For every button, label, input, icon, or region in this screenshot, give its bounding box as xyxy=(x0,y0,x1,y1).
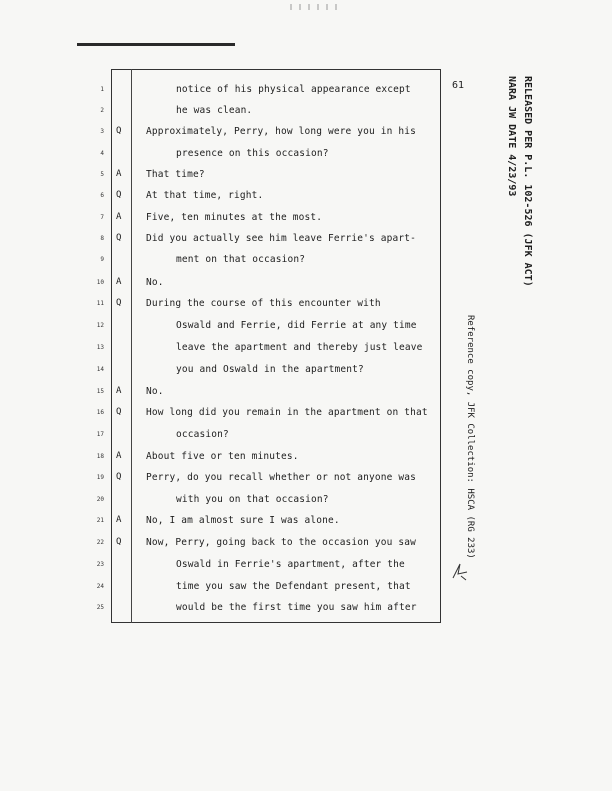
line-number: 23 xyxy=(96,561,104,568)
transcript-line xyxy=(0,298,612,312)
stamp-line-1: RELEASED PER P.L. 102-526 (JFK ACT) xyxy=(522,76,533,287)
line-text: During the course of this encounter with xyxy=(146,298,381,309)
line-number: 12 xyxy=(96,322,104,329)
line-text: you and Oswald in the apartment? xyxy=(176,364,364,375)
line-number: 9 xyxy=(100,256,104,263)
transcript-line xyxy=(0,126,612,140)
stamp-line-2: NARA JW DATE 4/23/93 xyxy=(506,76,517,197)
transcript-line xyxy=(0,602,612,616)
speaker-label: A xyxy=(116,451,122,461)
line-text: At that time, right. xyxy=(146,190,264,201)
line-text: Oswald and Ferrie, did Ferrie at any time xyxy=(176,320,417,331)
speaker-label: A xyxy=(116,386,122,396)
line-number: 3 xyxy=(100,128,104,135)
line-text: Perry, do you recall whether or not anyone was xyxy=(146,472,416,483)
transcript-line xyxy=(0,429,612,443)
line-text: No. xyxy=(146,277,164,288)
page-number: 61 xyxy=(452,80,465,91)
line-number: 17 xyxy=(96,431,104,438)
header-rule xyxy=(77,43,235,46)
transcript-line xyxy=(0,559,612,573)
line-number: 22 xyxy=(96,539,104,546)
line-number: 21 xyxy=(96,517,104,524)
line-text: ment on that occasion? xyxy=(176,254,306,265)
speaker-label: Q xyxy=(116,190,122,200)
speaker-label: Q xyxy=(116,126,122,136)
speaker-label: Q xyxy=(116,472,122,482)
transcript-line xyxy=(0,320,612,334)
speaker-label: Q xyxy=(116,407,122,417)
line-text: That time? xyxy=(146,169,205,180)
speaker-label: A xyxy=(116,277,122,287)
line-number: 24 xyxy=(96,583,104,590)
transcript-line xyxy=(0,515,612,529)
line-text: Five, ten minutes at the most. xyxy=(146,212,323,223)
line-text: with you on that occasion? xyxy=(176,494,329,505)
line-number: 14 xyxy=(96,366,104,373)
line-number: 8 xyxy=(100,235,104,242)
transcript-line xyxy=(0,386,612,400)
line-number: 6 xyxy=(100,192,104,199)
transcript-line xyxy=(0,233,612,247)
line-number: 11 xyxy=(96,300,104,307)
scan-specks xyxy=(290,4,340,10)
reference-note: Reference copy, JFK Collection: HSCA (RG 233) xyxy=(465,315,475,559)
transcript-line xyxy=(0,254,612,268)
transcript-line xyxy=(0,451,612,465)
line-text: he was clean. xyxy=(176,105,253,116)
transcript-line xyxy=(0,169,612,183)
transcript-line xyxy=(0,212,612,226)
line-text: Oswald in Ferrie's apartment, after the xyxy=(176,559,405,570)
transcript-line xyxy=(0,84,612,98)
line-text: Did you actually see him leave Ferrie's apart- xyxy=(146,233,416,244)
speaker-label: Q xyxy=(116,298,122,308)
line-text: would be the first time you saw him after xyxy=(176,602,417,613)
speaker-label: Q xyxy=(116,537,122,547)
speaker-label: A xyxy=(116,169,122,179)
line-number: 4 xyxy=(100,150,104,157)
line-number: 20 xyxy=(96,496,104,503)
transcript-line xyxy=(0,537,612,551)
line-text: presence on this occasion? xyxy=(176,148,329,159)
transcript-line xyxy=(0,494,612,508)
line-text: leave the apartment and thereby just leave xyxy=(176,342,423,353)
line-text: time you saw the Defendant present, that xyxy=(176,581,411,592)
line-text: No. xyxy=(146,386,164,397)
line-text: notice of his physical appearance except xyxy=(176,84,411,95)
line-number: 1 xyxy=(100,86,104,93)
line-text: Approximately, Perry, how long were you in his xyxy=(146,126,416,137)
transcript-line xyxy=(0,364,612,378)
line-text: How long did you remain in the apartment on that xyxy=(146,407,428,418)
line-number: 15 xyxy=(96,388,104,395)
line-text: About five or ten minutes. xyxy=(146,451,299,462)
line-number: 16 xyxy=(96,409,104,416)
speaker-label: A xyxy=(116,515,122,525)
line-number: 18 xyxy=(96,453,104,460)
line-text: Now, Perry, going back to the occasion you saw xyxy=(146,537,416,548)
transcript-line xyxy=(0,105,612,119)
line-number: 2 xyxy=(100,107,104,114)
line-number: 7 xyxy=(100,214,104,221)
transcript-line xyxy=(0,472,612,486)
transcript-line xyxy=(0,342,612,356)
line-number: 10 xyxy=(96,279,104,286)
line-number: 5 xyxy=(100,171,104,178)
transcript-line xyxy=(0,277,612,291)
transcript-line xyxy=(0,581,612,595)
line-number: 13 xyxy=(96,344,104,351)
line-text: occasion? xyxy=(176,429,229,440)
speaker-label: Q xyxy=(116,233,122,243)
transcript-line xyxy=(0,190,612,204)
speaker-label: A xyxy=(116,212,122,222)
line-text: No, I am almost sure I was alone. xyxy=(146,515,340,526)
transcript-line xyxy=(0,148,612,162)
line-number: 19 xyxy=(96,474,104,481)
transcript-line xyxy=(0,407,612,421)
line-number: 25 xyxy=(96,604,104,611)
